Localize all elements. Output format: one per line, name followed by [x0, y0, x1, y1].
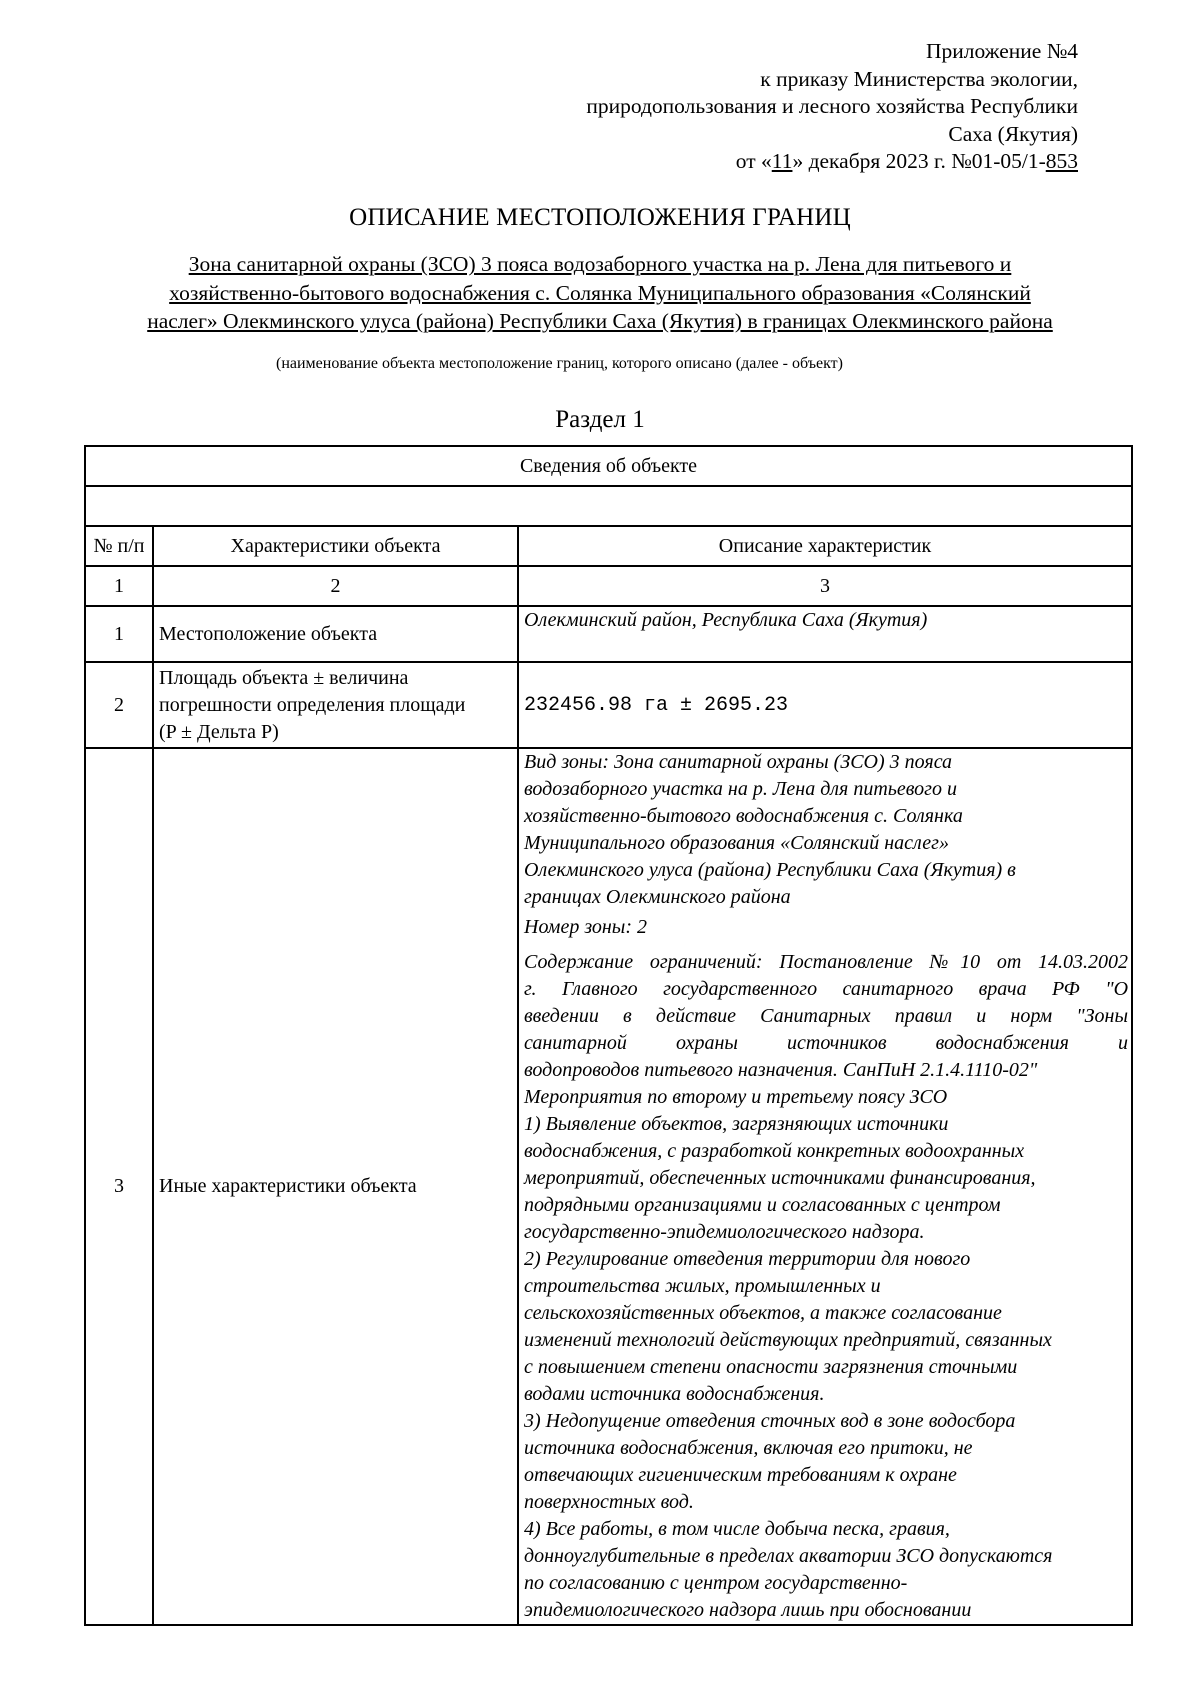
description-line: водозаборного участка на р. Лена для питьевого и	[524, 778, 957, 800]
zone-number: Номер зоны: 2	[524, 916, 647, 938]
description-line: санитарной охраны источников водоснабжения и	[524, 1032, 1129, 1054]
description-line: Мероприятия по второму и третьему поясу ЗСО	[524, 1086, 948, 1108]
description-line: эпидемиологического надзора лишь при обосновании	[524, 1599, 972, 1621]
description-line: подрядными организациями и согласованных с центром	[524, 1194, 1001, 1216]
date-prefix: от «	[735, 149, 772, 173]
row-number: 1	[85, 606, 153, 662]
description-line: сельскохозяйственных объектов, а также согласование	[524, 1302, 1002, 1324]
description-line: Содержание ограничений: Постановление №10 от 14.03.2002	[524, 951, 1129, 973]
column-header-description: Описание характеристик	[518, 526, 1132, 566]
table-row	[85, 748, 1132, 1625]
description-line: донноуглубительные в пределах акватории ЗСО допускаются	[524, 1545, 1053, 1567]
description-line: хозяйственно-бытового водоснабжения с. Солянка	[524, 805, 963, 827]
row-characteristic: Иные характеристики объекта	[153, 748, 518, 1625]
description-line: 3) Недопущение отведения сточных вод в зоне водосбора	[524, 1410, 1016, 1432]
row-number: 3	[85, 748, 153, 1625]
description-line: Олекминского улуса (района) Республики Саха (Якутия) в	[524, 859, 1016, 881]
document-title: ОПИСАНИЕ МЕСТОПОЛОЖЕНИЯ ГРАНИЦ	[349, 204, 851, 231]
column-headers-row	[85, 526, 1132, 566]
description-line: Муниципального образования «Солянский наслег»	[524, 832, 949, 854]
description-line: строительства жилых, промышленных и	[524, 1275, 881, 1297]
description-line: границах Олекминского района	[524, 886, 791, 908]
description-line: введении в действие Санитарных правил и норм "Зоны	[524, 1005, 1129, 1027]
description-line: г. Главного государственного санитарного врача РФ "О	[524, 978, 1129, 1000]
characteristic-line: (P ± Дельта P)	[159, 720, 279, 743]
annex-order-date	[378, 148, 1078, 176]
table-header: Сведения об объекте	[85, 446, 1132, 486]
description-line: мероприятий, обеспеченных источниками финансирования,	[524, 1167, 1036, 1189]
column-header-characteristic: Характеристики объекта	[153, 526, 518, 566]
column-number-3: 3	[518, 566, 1132, 606]
characteristic-line: погрешности определения площади	[159, 693, 466, 716]
date-middle: » декабря 2023 г. №01-05/1-	[792, 149, 1046, 173]
row-characteristic	[153, 662, 518, 748]
section-title: Раздел 1	[555, 406, 645, 433]
column-numbers-row	[85, 566, 1132, 606]
description-line: водами источника водоснабжения.	[524, 1383, 825, 1405]
object-name-caption: (наименование объекта местоположение границ, которого описано (далее - объект)	[276, 355, 843, 372]
annex-block	[378, 38, 1078, 176]
characteristic-line: Площадь объекта ± величина	[159, 666, 409, 689]
table-header-row	[85, 446, 1132, 486]
row-description	[518, 748, 1132, 1625]
description-line: Вид зоны: Зона санитарной охраны (ЗСО) 3 пояса	[524, 751, 953, 773]
object-info-table	[84, 445, 1133, 1626]
description-line: государственно-эпидемиологического надзора.	[524, 1221, 925, 1243]
annex-line-4: Саха (Якутия)	[948, 121, 1078, 146]
table-row	[85, 606, 1132, 662]
annex-line-1: Приложение №4	[925, 39, 1078, 63]
object-name-line-3: наслег» Олекминского улуса (района) Республики Саха (Якутия) в границах Олекминского района	[147, 309, 1053, 333]
description-line: 1) Выявление объектов, загрязняющих источники	[524, 1113, 949, 1135]
row-number: 2	[85, 662, 153, 748]
restrictions-text	[524, 1057, 1128, 1624]
description-line: 4) Все работы, в том числе добыча песка, гравия,	[524, 1518, 950, 1540]
annex-line-3: природопользования и лесного хозяйства Республики	[586, 94, 1078, 118]
annex-line-2: к приказу Министерства экологии,	[760, 66, 1078, 91]
description-line: изменений технологий действующих предприятий, связанных	[524, 1329, 1052, 1351]
column-number-1: 1	[85, 566, 153, 606]
table-empty-cell	[85, 486, 1132, 526]
description-line: водоснабжения, с разработкой конкретных водоохранных	[524, 1140, 1025, 1162]
description-line: отвечающих гигиеническим требованиям к охране	[524, 1464, 957, 1486]
table-empty-row	[85, 486, 1132, 526]
description-line: водопроводов питьевого назначения. СанПиН 2.1.4.1110-02"	[524, 1059, 1038, 1081]
description-line: 2) Регулирование отведения территории для нового	[524, 1248, 971, 1270]
date-day: 11	[771, 149, 793, 173]
restrictions-intro	[524, 949, 1128, 1057]
area-value: 232456.98 га ± 2695.23	[518, 662, 1132, 748]
object-name-line-1: Зона санитарной охраны (ЗСО) 3 пояса водозаборного участка на р. Лена для питьевого и	[188, 252, 1012, 276]
row-description: Олекминский район, Республика Саха (Якутия)	[518, 606, 1132, 662]
description-line: по согласованию с центром государственно-	[524, 1572, 908, 1594]
row-characteristic: Местоположение объекта	[153, 606, 518, 662]
description-line: поверхностных вод.	[524, 1491, 694, 1513]
column-number-2: 2	[153, 566, 518, 606]
object-name-line-2: хозяйственно-бытового водоснабжения с. Солянка Муниципального образования «Солянский	[169, 280, 1031, 305]
description-line: источника водоснабжения, включая его притоки, не	[524, 1437, 973, 1459]
zone-type	[524, 749, 1128, 911]
order-number: 853	[1045, 149, 1078, 173]
object-name	[70, 250, 1130, 336]
description-line: с повышением степени опасности загрязнения сточными	[524, 1356, 1018, 1378]
table-row	[85, 662, 1132, 748]
column-header-number: № п/п	[85, 526, 153, 566]
